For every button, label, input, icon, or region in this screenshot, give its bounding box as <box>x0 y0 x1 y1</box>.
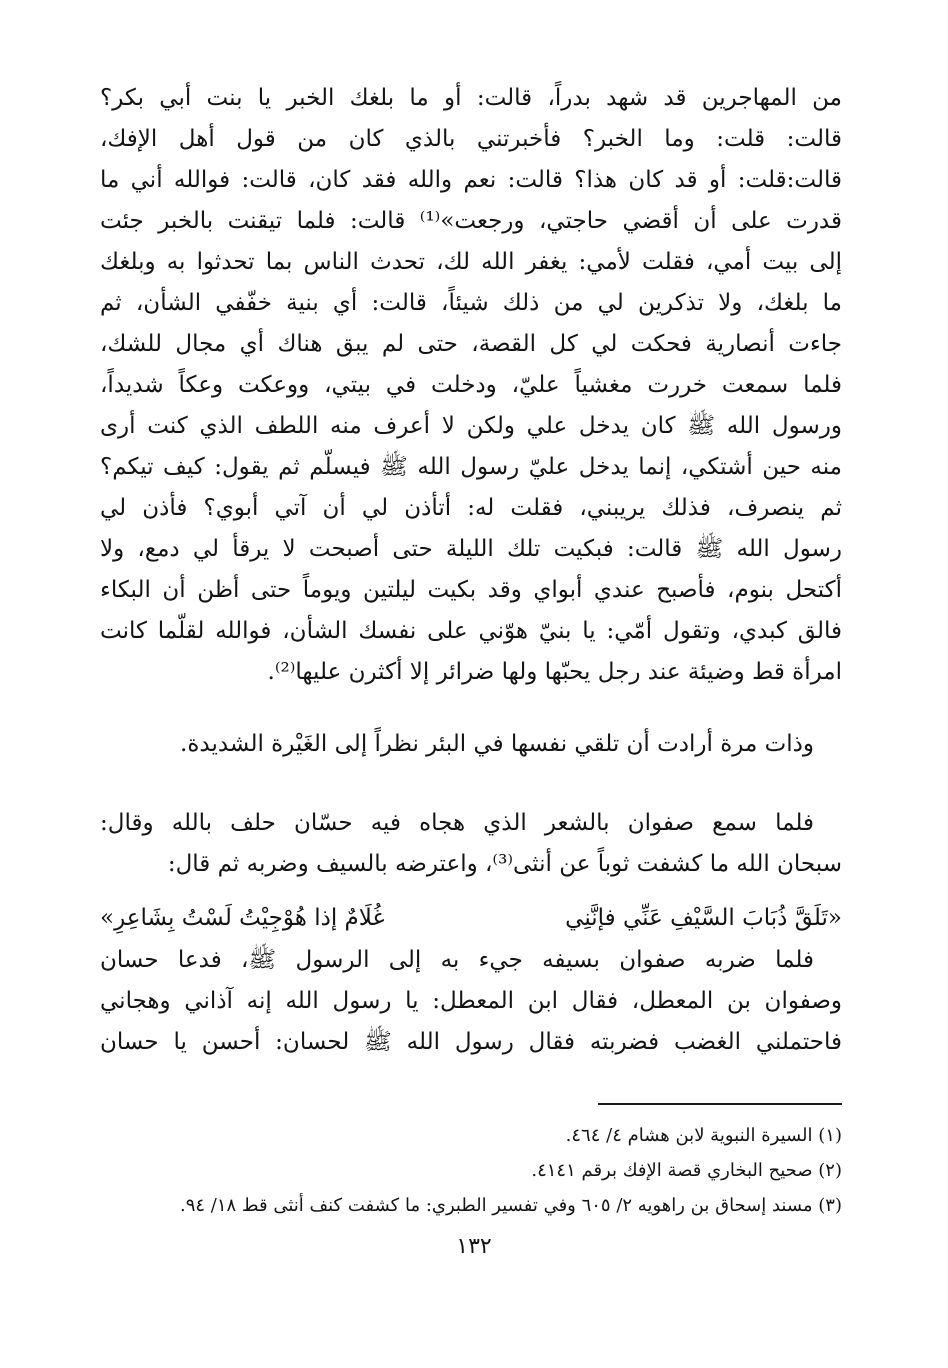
text-line: قدرت على أن أقضي حاجتي، ورجعت»⁽¹⁾ قالت: فلما تيقنت بالخبر جئت <box>100 208 842 234</box>
main-paragraph <box>100 78 842 693</box>
second-paragraph <box>100 724 842 765</box>
third-paragraph <box>100 803 842 885</box>
text-line: منه حين أشتكي، إنما يدخل عليّ رسول الله ﷺ فيسلّم ثم يقول: كيف تيكم؟ <box>100 454 842 480</box>
text-line: وذات مرة أرادت أن تلقي نفسها في البئر نظراً إلى الغَيْرة الشديدة. <box>180 731 814 757</box>
text-line: قالت:قلت: أو قد كان هذا؟ قالت: نعم والله فقد كان، قالت: فوالله أني ما <box>100 167 842 193</box>
text-line: امرأة قط وضيئة عند رجل يحبّها ولها ضرائر إلا أكثرن عليها⁽²⁾. <box>267 659 842 685</box>
text-line: وصفوان بن المعطل، فقال ابن المعطل: يا رسول الله إنه آذاني وهجاني <box>100 988 842 1014</box>
text-line: أكتحل بنوم، فأصبح عندي أبواي وقد بكيت ليلتين ويوماً حتى أظن أن البكاء <box>100 577 842 603</box>
page-number: ١٣٢ <box>456 1234 492 1259</box>
text-line: سبحان الله ما كشفت ثوباً عن أنثى⁽³⁾، واعترضه بالسيف وضربه ثم قال: <box>167 851 842 877</box>
text-line: فلما ضربه صفوان بسيفه جيء به إلى الرسول ﷺ، فدعا حسان <box>100 947 814 973</box>
text-line: ما بلغك، ولا تذكرين لي من ذلك شيئاً، قالت: أي بنية خفّفي الشأن، ثم <box>100 290 842 316</box>
text-line: رسول الله ﷺ قالت: فبكيت تلك الليلة حتى أصبحت لا يرقأ لي دمع، ولا <box>100 536 842 562</box>
text-line: ورسول الله ﷺ كان يدخل علي ولكن لا أعرف منه اللطف الذي كنت أرى <box>100 413 842 439</box>
footnote-1: (١) السيرة النبوية لابن هشام ٤/ ٤٦٤. <box>565 1125 842 1146</box>
footnote-2: (٢) صحيح البخاري قصة الإفك برقم ٤١٤١. <box>531 1160 842 1181</box>
footnote-3: (٣) مسند إسحاق بن راهويه ٢/ ٦٠٥ وفي تفسير الطبري: ما كشفت كنف أنثى قط ١٨/ ٩٤. <box>179 1195 842 1216</box>
text-line: فالق كبدي، وتقول أمّي: يا بنيّ هوّني على نفسك الشأن، فوالله لقلّما كانت <box>100 618 842 644</box>
text-line: جاءت أنصارية فحكت لي كل القصة، حتى لم يبق هناك أي مجال للشك، <box>100 331 842 357</box>
text-line: من المهاجرين قد شهد بدراً، قالت: أو ما بلغك الخبر يا بنت أبي بكر؟ <box>100 85 842 111</box>
text-line: فلما سمع صفوان بالشعر الذي هجاه فيه حسّان حلف بالله وقال: <box>100 810 814 836</box>
text-line: إلى بيت أمي، فقلت لأمي: يغفر الله لك، تحدث الناس بما تحدثوا به وبلغك <box>100 249 842 275</box>
text-line: ثم ينصرف، فذلك يريبني، فقلت له: أتأذن لي أن آتي أبوي؟ فأذن لي <box>100 495 842 521</box>
text-line: قالت: قلت: وما الخبر؟ فأخبرتني بالذي كان من قول أهل الإفك، <box>100 126 842 152</box>
verse-first-hemistich: «تَلَقَّ ذُبَابَ السَّيْفِ عَنِّي فإنَّنِي <box>565 905 842 931</box>
text-line: فاحتملني الغضب فضربته فقال رسول الله ﷺ لحسان: أحسن يا حسان <box>100 1029 842 1055</box>
footnote-divider <box>598 1103 842 1105</box>
text-line: فلما سمعت خررت مغشياً عليّ، ودخلت في بيتي، ووعكت وعكاً شديداً، <box>100 372 842 398</box>
verse-second-hemistich: غُلَامٌ إذا هُوْجِيْتُ لَسْتُ بِشَاعِرِ» <box>100 905 385 931</box>
footnotes <box>100 1118 842 1223</box>
poetry-verse <box>100 898 842 939</box>
fourth-paragraph <box>100 940 842 1063</box>
